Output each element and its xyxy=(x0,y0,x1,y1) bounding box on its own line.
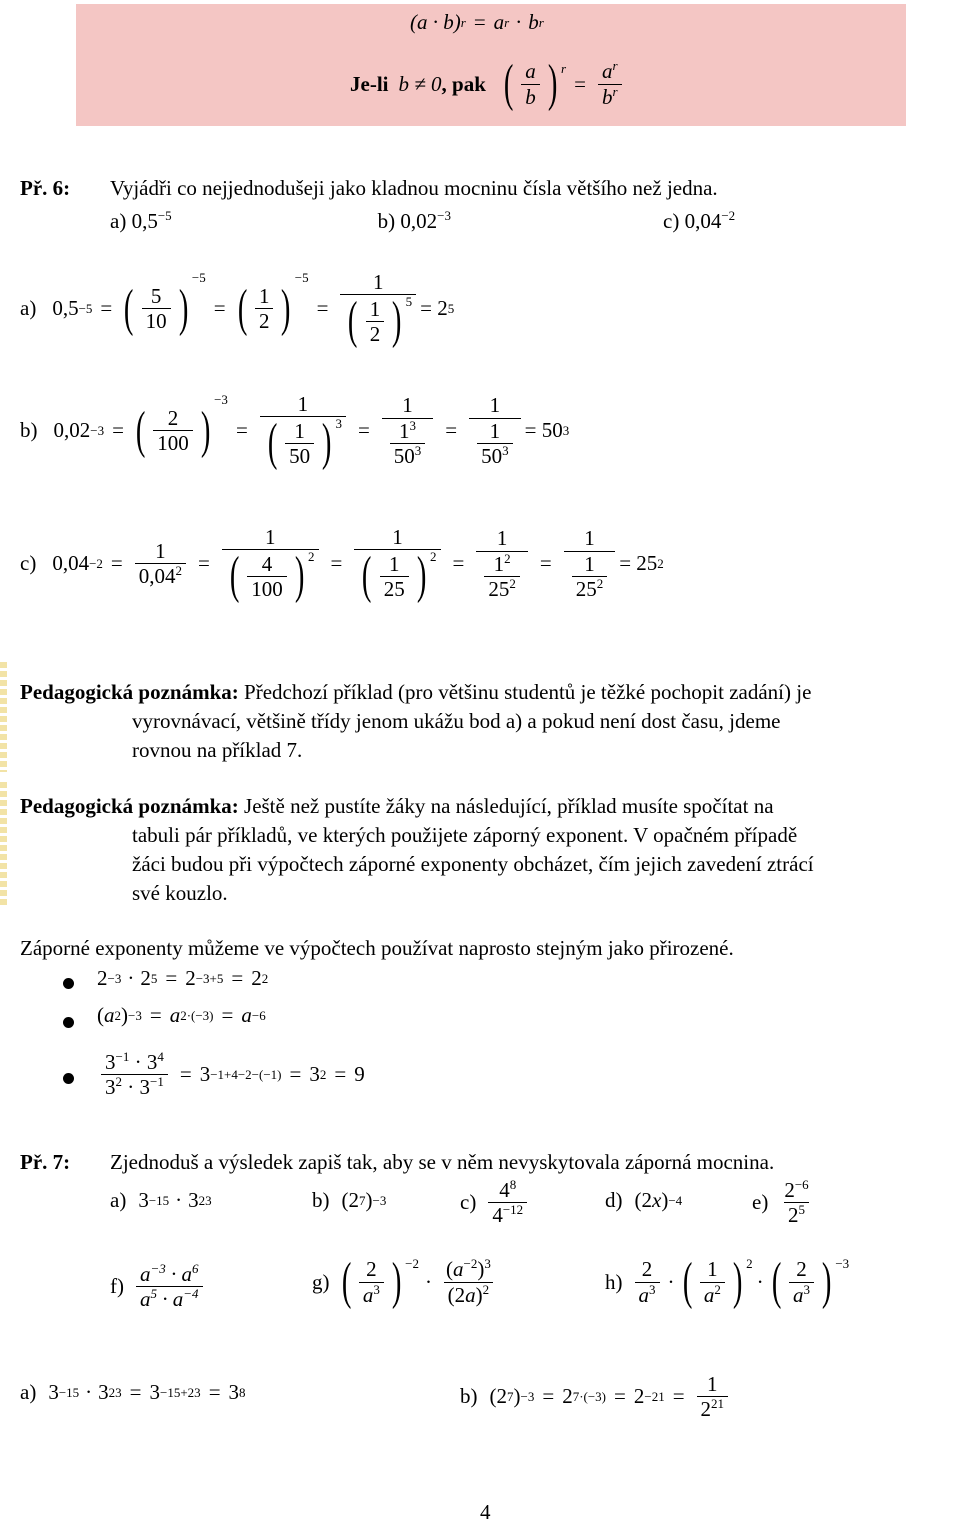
ex6-task: Vyjádři co nejjednodušeji jako kladnou mocninu čísla většího než jedna. xyxy=(110,176,718,200)
bullet-formula-3: $\frac{3^{-1} \cdot 3^4}{3^2 \cdot 3^{-1}}$ = 3 −1+4−2−(−1) = 3 2 = 9 xyxy=(97,1050,365,1099)
ex6-solution-a: a) 0,5 −5 = ( 5 10 ) $^{-5}$ = ( 1 2 ) $^{-5}$ = 1 ( 1 2 ) $^5$ = 2 5 xyxy=(20,270,455,350)
pedagogical-note-2: Pedagogická poznámka: Ještě než pustíte žáky na následující, příklad musíte spočítat na tabuli pár příkladů, ve kterých použijete záporný exponent. V opačném případě žáci budou při výpočtech záporné exponenty obcházet, čím jejich zavedení ztrácí své kouzlo. xyxy=(20,794,814,905)
ex7-label: Př. 7: xyxy=(20,1150,71,1174)
rule-cond-label: Je-li xyxy=(350,71,389,96)
ex7-item-c: c) $4^8$ $4^{-12}$ xyxy=(460,1178,531,1227)
page-number: 4 xyxy=(480,1500,491,1524)
ex7-solution-a: a) 3 −15 · 3 23 = 3 −15+23 = 3 8 xyxy=(20,1380,246,1404)
ex6-solution-c: c) 0,04 −2 = $\frac{1}{0,04^2}$ = 1 ( 4 100 ) $^2$ = 1 ( 1 25 ) $^2$ = $\frac{1}{\frac{1^2}{25^2}}$ = $\frac{1}{\frac{1}{25^2}}$ = 25 2 xyxy=(20,525,664,605)
bullet xyxy=(63,978,74,989)
ex6-items xyxy=(110,208,810,234)
ex7-solution-b: b) (2 7 ) −3 = 2 7·(−3) = 2 −21 = $\frac{1}{2^{21}}$ xyxy=(460,1372,732,1421)
ex6-item-a: a) $0,5^{-5}$ xyxy=(110,208,172,233)
ex7-item-d: d) (2 x ) −4 xyxy=(605,1188,683,1212)
negative-exponent-intro: Záporné exponenty můžeme ve výpočtech používat naprosto stejným jako přirozené. xyxy=(20,936,734,960)
bullet xyxy=(63,1073,74,1084)
ex7-item-e: e) $2^{-6}$ $2^5$ xyxy=(752,1177,809,1228)
rule-cond-expr: b ≠ 0 xyxy=(398,71,442,96)
ex7-task: Zjednoduš a výsledek zapiš tak, aby se v něm nevyskytovala záporná mocnina. xyxy=(110,1150,775,1174)
ex7-item-b: b) (2 7 ) −3 xyxy=(312,1188,387,1212)
ex6-item-b: b) $0,02^{-3}$ xyxy=(377,208,452,233)
ex6-solution-b: b) 0,02 −3 = ( 2 100 ) $^{-3}$ = 1 ( 1 50 ) $^3$ = $\frac{1}{\frac{1^3}{50^3}}$ = $\frac{1}{\frac{1}{50^3}}$ = 50 3 xyxy=(20,392,570,472)
bullet-formula-1: 2 −3 · 2 5 = 2 −3+5 = 2 2 xyxy=(97,966,269,990)
ex6-item-c: c) $0,04^{-2}$ xyxy=(663,208,736,233)
pedagogical-note-1: Pedagogická poznámka: Předchozí příklad (pro většinu studentů je těžké pochopit zadání) je vyrovnávací, většině třídy jenom ukážu bod a) a pokud není dost času, jdeme rovnou na příklad 7. xyxy=(20,680,812,762)
ex7-item-f: f) $a^{-3} \cdot a^6$ $a^5 \cdot a^{-4}$ xyxy=(110,1262,207,1311)
ex6-label: Př. 6: xyxy=(20,176,71,200)
ex7-item-a: a) 3 −15 · 3 23 xyxy=(110,1188,212,1212)
bullet-formula-2: ( a 2 ) −3 = a 2·(−3) = a −6 xyxy=(97,1003,266,1027)
margin-stripe xyxy=(0,662,7,772)
ex7-item-h: h) 2 $a^3$ · ( 1 $a^2$ ) $^2$ · ( 2 $a^3$ ) $^{-3}$ xyxy=(605,1253,850,1310)
rule-line-1: (a · b) r = a r · b r xyxy=(410,10,544,34)
rule-cond-then: , pak xyxy=(441,71,486,96)
margin-stripe xyxy=(0,782,7,907)
bullet xyxy=(63,1017,74,1028)
rule-line-2: Je-li b ≠ 0 , pak ( a b ) $^r$ = $\frac{a^r}{b^r}$ xyxy=(350,58,626,110)
ex7-item-g: g) ( 2 $a^3$ ) $^{-2}$ · $(a^{-2})^3$ $(2a)^2$ xyxy=(312,1256,499,1308)
